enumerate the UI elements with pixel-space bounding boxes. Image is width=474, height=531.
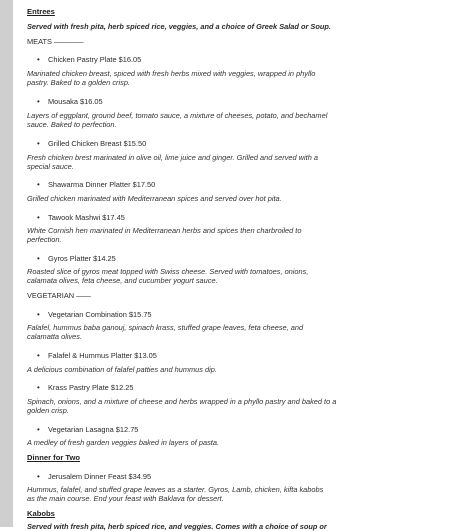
bullet-icon: •	[37, 310, 40, 319]
item-description: Hummus, falafel, and stuffed grape leaves as a starter. Gyros, Lamb, chicken, kifta kabobs as the main course. End your feast with Baklava for dessert.	[27, 485, 324, 504]
bullet-icon: •	[37, 55, 40, 64]
menu-item	[27, 55, 141, 64]
menu-item	[27, 139, 146, 148]
bullet-icon: •	[37, 97, 40, 106]
menu-item	[27, 425, 138, 434]
vegetarian-label: VEGETARIAN ——	[27, 291, 91, 300]
item-name: Falafel & Hummus Platter $13.05	[48, 351, 157, 360]
item-name: Vegetarian Combination $15.75	[48, 310, 152, 319]
menu-item	[27, 351, 157, 360]
menu-item	[27, 254, 116, 263]
item-description: Layers of eggplant, ground beef, tomato sauce, a mixture of cheeses, potato, and bechamel sauce. Baked to perfection.	[27, 111, 328, 130]
bullet-icon: •	[37, 254, 40, 263]
menu-item	[27, 213, 125, 222]
menu-item	[27, 97, 103, 106]
menu-item	[27, 180, 155, 189]
kabobs-intro: Served with fresh pita, herb spiced rice, and veggies. Comes with a choice of soup or	[27, 522, 327, 531]
left-edge-bar	[0, 0, 13, 527]
bullet-icon: •	[37, 180, 40, 189]
item-name: Gyros Platter $14.25	[48, 254, 116, 263]
bullet-icon: •	[37, 213, 40, 222]
item-name: Shawarma Dinner Platter $17.50	[48, 180, 156, 189]
item-name: Chicken Pastry Plate $16.05	[48, 55, 142, 64]
menu-item	[27, 383, 133, 392]
item-description: Grilled chicken marinated with Mediterranean spices and served over hot pita.	[27, 194, 282, 203]
bullet-icon: •	[37, 472, 40, 481]
item-description: Fresh chicken brest marinated in olive oil, lime juice and ginger. Grilled and served with a special sauce.	[27, 153, 318, 172]
item-description: Falafel, hummus baba ganouj, spinach krass, stuffed grape leaves, feta cheese, and calamatta olives.	[27, 323, 304, 342]
item-description: Marinated chicken breast, spiced with fresh herbs mixed with veggies, wrapped in phyllo pastry. Baked to a golden crisp.	[27, 69, 316, 88]
menu-item	[27, 472, 151, 481]
bullet-icon: •	[37, 351, 40, 360]
item-name: Mousaka $16.05	[48, 97, 103, 106]
item-description: A medley of fresh garden veggies baked in layers of pasta.	[27, 438, 219, 447]
item-name: Jerusalem Dinner Feast $34.95	[48, 472, 152, 481]
bullet-icon: •	[37, 383, 40, 392]
meats-label: MEATS ————	[27, 37, 84, 46]
bullet-icon: •	[37, 139, 40, 148]
kabobs-heading: Kabobs	[27, 509, 55, 518]
item-description: A delicious combination of falafel patties and hummus dip.	[27, 365, 217, 374]
item-description: Spinach, onions, and a mixture of cheese and herbs wrapped in a phyllo pastry and baked to a golden crisp.	[27, 397, 337, 416]
item-name: Tawook Mashwi $17.45	[48, 213, 125, 222]
item-name: Grilled Chicken Breast $15.50	[48, 139, 147, 148]
item-description: Roasted slice of gyros meat topped with Swiss cheese. Served with tomatoes, onions, calamata olives, feta cheese, and cucumber yogurt sauce.	[27, 267, 309, 286]
entrees-intro: Served with fresh pita, herb spiced rice, veggies, and a choice of Greek Salad or Soup.	[27, 22, 331, 31]
dinner-for-two-heading: Dinner for Two	[27, 453, 81, 462]
menu-item	[27, 310, 152, 319]
entrees-heading: Entrees	[27, 7, 55, 16]
bullet-icon: •	[37, 425, 40, 434]
item-name: Krass Pastry Plate $12.25	[48, 383, 134, 392]
item-description: White Cornish hen marinated in Mediterranean herbs and spices then charbroiled to perfection.	[27, 226, 302, 245]
item-name: Vegetarian Lasagna $12.75	[48, 425, 139, 434]
